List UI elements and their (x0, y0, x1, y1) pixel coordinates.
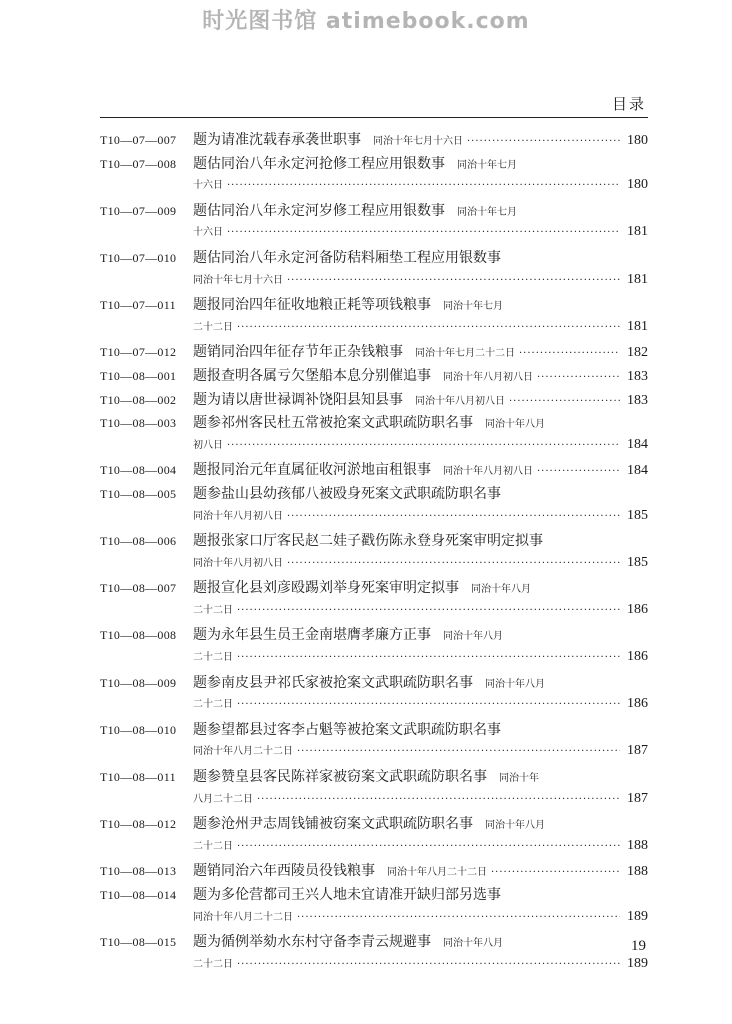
entry-date-continued: 十六日 (193, 227, 223, 239)
toc-entry[interactable] (100, 884, 648, 931)
dot-leader (237, 652, 620, 663)
entry-code: T10—07—012 (100, 345, 177, 360)
entry-date: 同治十年八月二十二日 (387, 867, 487, 879)
dot-leader (519, 348, 620, 359)
entry-code: T10—08—007 (100, 581, 177, 596)
entry-code: T10—08—008 (100, 628, 177, 643)
toc-list (100, 129, 648, 978)
entry-code: T10—08—011 (100, 770, 176, 785)
toc-entry-line (100, 365, 648, 389)
entry-title: 题参沧州尹志周钱铺被窃案文武职疏防职名事 (193, 816, 473, 833)
entry-title: 题估同治八年永定河抢修工程应用银数事 (193, 155, 445, 172)
entry-date: 同治十年 (499, 773, 539, 785)
toc-entry[interactable] (100, 530, 648, 577)
toc-entry-line (100, 860, 648, 884)
toc-entry-line (100, 554, 648, 578)
toc-entry-line (100, 648, 648, 672)
entry-page: 183 (627, 368, 648, 384)
entry-title: 题参祁州客民杜五常被抢案文武职疏防职名事 (193, 415, 473, 432)
toc-entry-line (100, 908, 648, 932)
entry-code: T10—08—001 (100, 368, 177, 383)
entry-date: 同治十年七月十六日 (373, 136, 463, 147)
entry-date-continued: 同治十年八月初八日 (193, 510, 283, 522)
toc-entry-line (100, 153, 648, 177)
dot-leader (237, 699, 620, 710)
toc-entry-line (100, 129, 648, 153)
dot-leader (237, 841, 620, 852)
toc-entry[interactable] (100, 577, 648, 624)
entry-date: 同治十年八月 (485, 419, 545, 431)
entry-date: 同治十年八月 (485, 820, 545, 832)
entry-page: 182 (627, 345, 648, 361)
section-title: 目录 (611, 95, 646, 113)
entry-date-continued: 二十二日 (193, 652, 233, 664)
entry-date-continued: 八月二十二日 (193, 793, 253, 805)
entry-code: T10—08—009 (100, 675, 177, 690)
toc-entry-line (100, 483, 648, 507)
watermark: 时光图书馆 atimebook.com (202, 9, 530, 34)
entry-date: 同治十年七月二十二日 (415, 348, 515, 360)
toc-entry-line (100, 530, 648, 554)
entry-code: T10—07—007 (100, 133, 177, 147)
entry-title: 题报查明各属亏欠堡船本息分别催追事 (193, 367, 431, 384)
entry-date: 同治十年七月 (457, 206, 517, 218)
toc-entry-line (100, 223, 648, 247)
entry-title: 题为多伦营都司王兴人地未宜请准开缺归部另选事 (193, 887, 501, 903)
toc-entry-line (100, 507, 648, 531)
toc-entry[interactable] (100, 200, 648, 247)
entry-page: 180 (627, 133, 648, 148)
entry-date: 同治十年八月 (471, 584, 531, 596)
entry-page: 184 (627, 463, 648, 479)
toc-entry[interactable] (100, 247, 648, 294)
entry-code: T10—08—015 (100, 935, 177, 950)
entry-code: T10—08—014 (100, 888, 177, 902)
toc-entry-line (100, 601, 648, 625)
toc-entry-line (100, 742, 648, 766)
dot-leader (227, 227, 620, 238)
entry-page: 188 (627, 864, 648, 880)
toc-entry[interactable] (100, 294, 648, 341)
entry-date-continued: 同治十年八月初八日 (193, 557, 283, 569)
entry-title: 题参望都县过客李占魁等被抢案文武职疏防职名事 (193, 721, 501, 738)
toc-entry-line (100, 672, 648, 696)
toc-entry-line (100, 766, 648, 790)
toc-entry-line (100, 624, 648, 648)
toc-entry-line (100, 931, 648, 955)
entry-code: T10—08—004 (100, 463, 177, 478)
entry-date: 同治十年八月初八日 (443, 371, 533, 383)
toc-entry[interactable] (100, 860, 648, 884)
toc-entry-line (100, 955, 648, 979)
toc-entry[interactable] (100, 153, 648, 200)
entry-date-continued: 二十二日 (193, 958, 233, 970)
entry-title: 题为循例举劾水东村守备李青云规避事 (193, 934, 431, 951)
dot-leader (237, 322, 620, 333)
entry-date: 同治十年八月 (443, 938, 503, 950)
entry-title: 题为请准沈载春承袭世职事 (193, 132, 361, 148)
entry-code: T10—08—003 (100, 416, 177, 431)
dot-leader (287, 558, 620, 569)
entry-date: 同治十年八月初八日 (415, 395, 505, 407)
toc-entry-line (100, 412, 648, 436)
entry-title: 题参南皮县尹祁氏家被抢案文武职疏防职名事 (193, 674, 473, 691)
entry-code: T10—08—013 (100, 864, 177, 879)
toc-entry-line (100, 837, 648, 861)
toc-entry-line (100, 790, 648, 814)
entry-date-continued: 同治十年七月十六日 (193, 274, 283, 286)
entry-code: T10—08—010 (100, 722, 177, 737)
toc-entry[interactable] (100, 412, 648, 459)
entry-date-continued: 二十二日 (193, 699, 233, 711)
header-rule (100, 117, 648, 118)
toc-entry-line (100, 341, 648, 365)
entry-date: 同治十年七月 (443, 301, 503, 313)
dot-leader (287, 511, 620, 522)
toc-entry-line (100, 271, 648, 295)
toc-entry[interactable] (100, 389, 648, 413)
toc-entry-line (100, 884, 648, 908)
entry-page: 188 (627, 837, 648, 853)
entry-date-continued: 二十二日 (193, 840, 233, 852)
toc-entry[interactable] (100, 129, 648, 153)
dot-leader (287, 275, 620, 286)
dot-leader (467, 136, 620, 147)
entry-page: 187 (627, 743, 648, 759)
toc-entry[interactable] (100, 813, 648, 860)
entry-code: T10—07—010 (100, 250, 177, 265)
entry-page: 189 (627, 908, 648, 924)
toc-entry-line (100, 436, 648, 460)
entry-date-continued: 二十二日 (193, 321, 233, 333)
toc-entry-line (100, 813, 648, 837)
toc-entry[interactable] (100, 483, 648, 530)
entry-page: 187 (627, 790, 648, 806)
entry-page: 186 (627, 696, 648, 712)
entry-title: 题报宣化县刘彦殴踢刘举身死案审明定拟事 (193, 580, 459, 597)
entry-code: T10—08—006 (100, 534, 177, 549)
entry-page: 189 (627, 955, 648, 971)
entry-page: 181 (627, 224, 648, 240)
entry-date-continued: 同治十年八月二十二日 (193, 746, 293, 758)
dot-leader (537, 372, 620, 383)
entry-date: 同治十年八月 (443, 631, 503, 643)
entry-page: 184 (627, 436, 648, 452)
entry-page: 183 (627, 392, 648, 408)
entry-date: 同治十年八月初八日 (443, 466, 533, 478)
toc-entry[interactable] (100, 365, 648, 389)
entry-page: 181 (627, 271, 648, 287)
entry-code: T10—07—008 (100, 156, 177, 171)
entry-title: 题为永年县生员王金南堪膺孝廉方正事 (193, 627, 431, 644)
toc-entry[interactable] (100, 766, 648, 813)
toc-entry[interactable] (100, 341, 648, 365)
entry-page: 185 (627, 554, 648, 570)
dot-leader (537, 466, 620, 477)
toc-entry[interactable] (100, 719, 648, 766)
entry-title: 题销同治六年西陵员役钱粮事 (193, 863, 375, 880)
entry-date-continued: 同治十年八月二十二日 (193, 911, 293, 923)
entry-title: 题报同治元年直属征收河淤地亩租银事 (193, 462, 431, 479)
dot-leader (509, 396, 620, 407)
entry-page: 181 (627, 318, 648, 334)
entry-title: 题估同治八年永定河备防秸料厢垫工程应用银数事 (193, 249, 501, 266)
entry-date-continued: 二十二日 (193, 604, 233, 616)
dot-leader (491, 867, 620, 878)
toc-entry[interactable] (100, 459, 648, 483)
toc-entry-line (100, 176, 648, 200)
entry-code: T10—07—009 (100, 203, 177, 218)
entry-title: 题估同治八年永定河岁修工程应用银数事 (193, 202, 445, 219)
toc-entry-line (100, 389, 648, 413)
toc-entry[interactable] (100, 931, 648, 978)
dot-leader (257, 794, 620, 805)
entry-title: 题报张家口厅客民赵二娃子戳伤陈永登身死案审明定拟事 (193, 533, 543, 550)
entry-page: 186 (627, 649, 648, 665)
toc-entry[interactable] (100, 672, 648, 719)
entry-title: 题参盐山县幼孩郁八被殴身死案文武职疏防职名事 (193, 485, 501, 502)
dot-leader (227, 180, 620, 191)
entry-page: 185 (627, 507, 648, 523)
toc-entry-line (100, 719, 648, 743)
entry-date-continued: 初八日 (193, 439, 223, 451)
page-number: 19 (631, 938, 646, 954)
entry-date: 同治十年七月 (457, 159, 517, 171)
entry-title: 题为请以唐世禄调补饶阳县知县事 (193, 391, 403, 408)
dot-leader (297, 746, 620, 757)
toc-entry-line (100, 294, 648, 318)
entry-code: T10—08—012 (100, 817, 177, 832)
toc-entry-line (100, 200, 648, 224)
toc-entry-line (100, 695, 648, 719)
toc-entry-line (100, 318, 648, 342)
entry-title: 题参赞皇县客民陈祥家被窃案文武职疏防职名事 (193, 769, 487, 786)
dot-leader (297, 912, 620, 923)
entry-code: T10—07—011 (100, 298, 176, 313)
entry-title: 题销同治四年征存节年正杂钱粮事 (193, 344, 403, 361)
entry-date: 同治十年八月 (485, 678, 545, 690)
toc-entry-line (100, 247, 648, 271)
dot-leader (237, 605, 620, 616)
toc-entry-line (100, 459, 648, 483)
entry-page: 186 (627, 601, 648, 617)
dot-leader (227, 440, 620, 451)
dot-leader (237, 959, 620, 970)
entry-date-continued: 十六日 (193, 180, 223, 192)
entry-code: T10—08—005 (100, 486, 177, 501)
toc-entry[interactable] (100, 624, 648, 671)
toc-entry-line (100, 577, 648, 601)
entry-code: T10—08—002 (100, 392, 177, 407)
entry-page: 180 (627, 177, 648, 193)
entry-title: 题报同治四年征收地粮正耗等项钱粮事 (193, 297, 431, 314)
